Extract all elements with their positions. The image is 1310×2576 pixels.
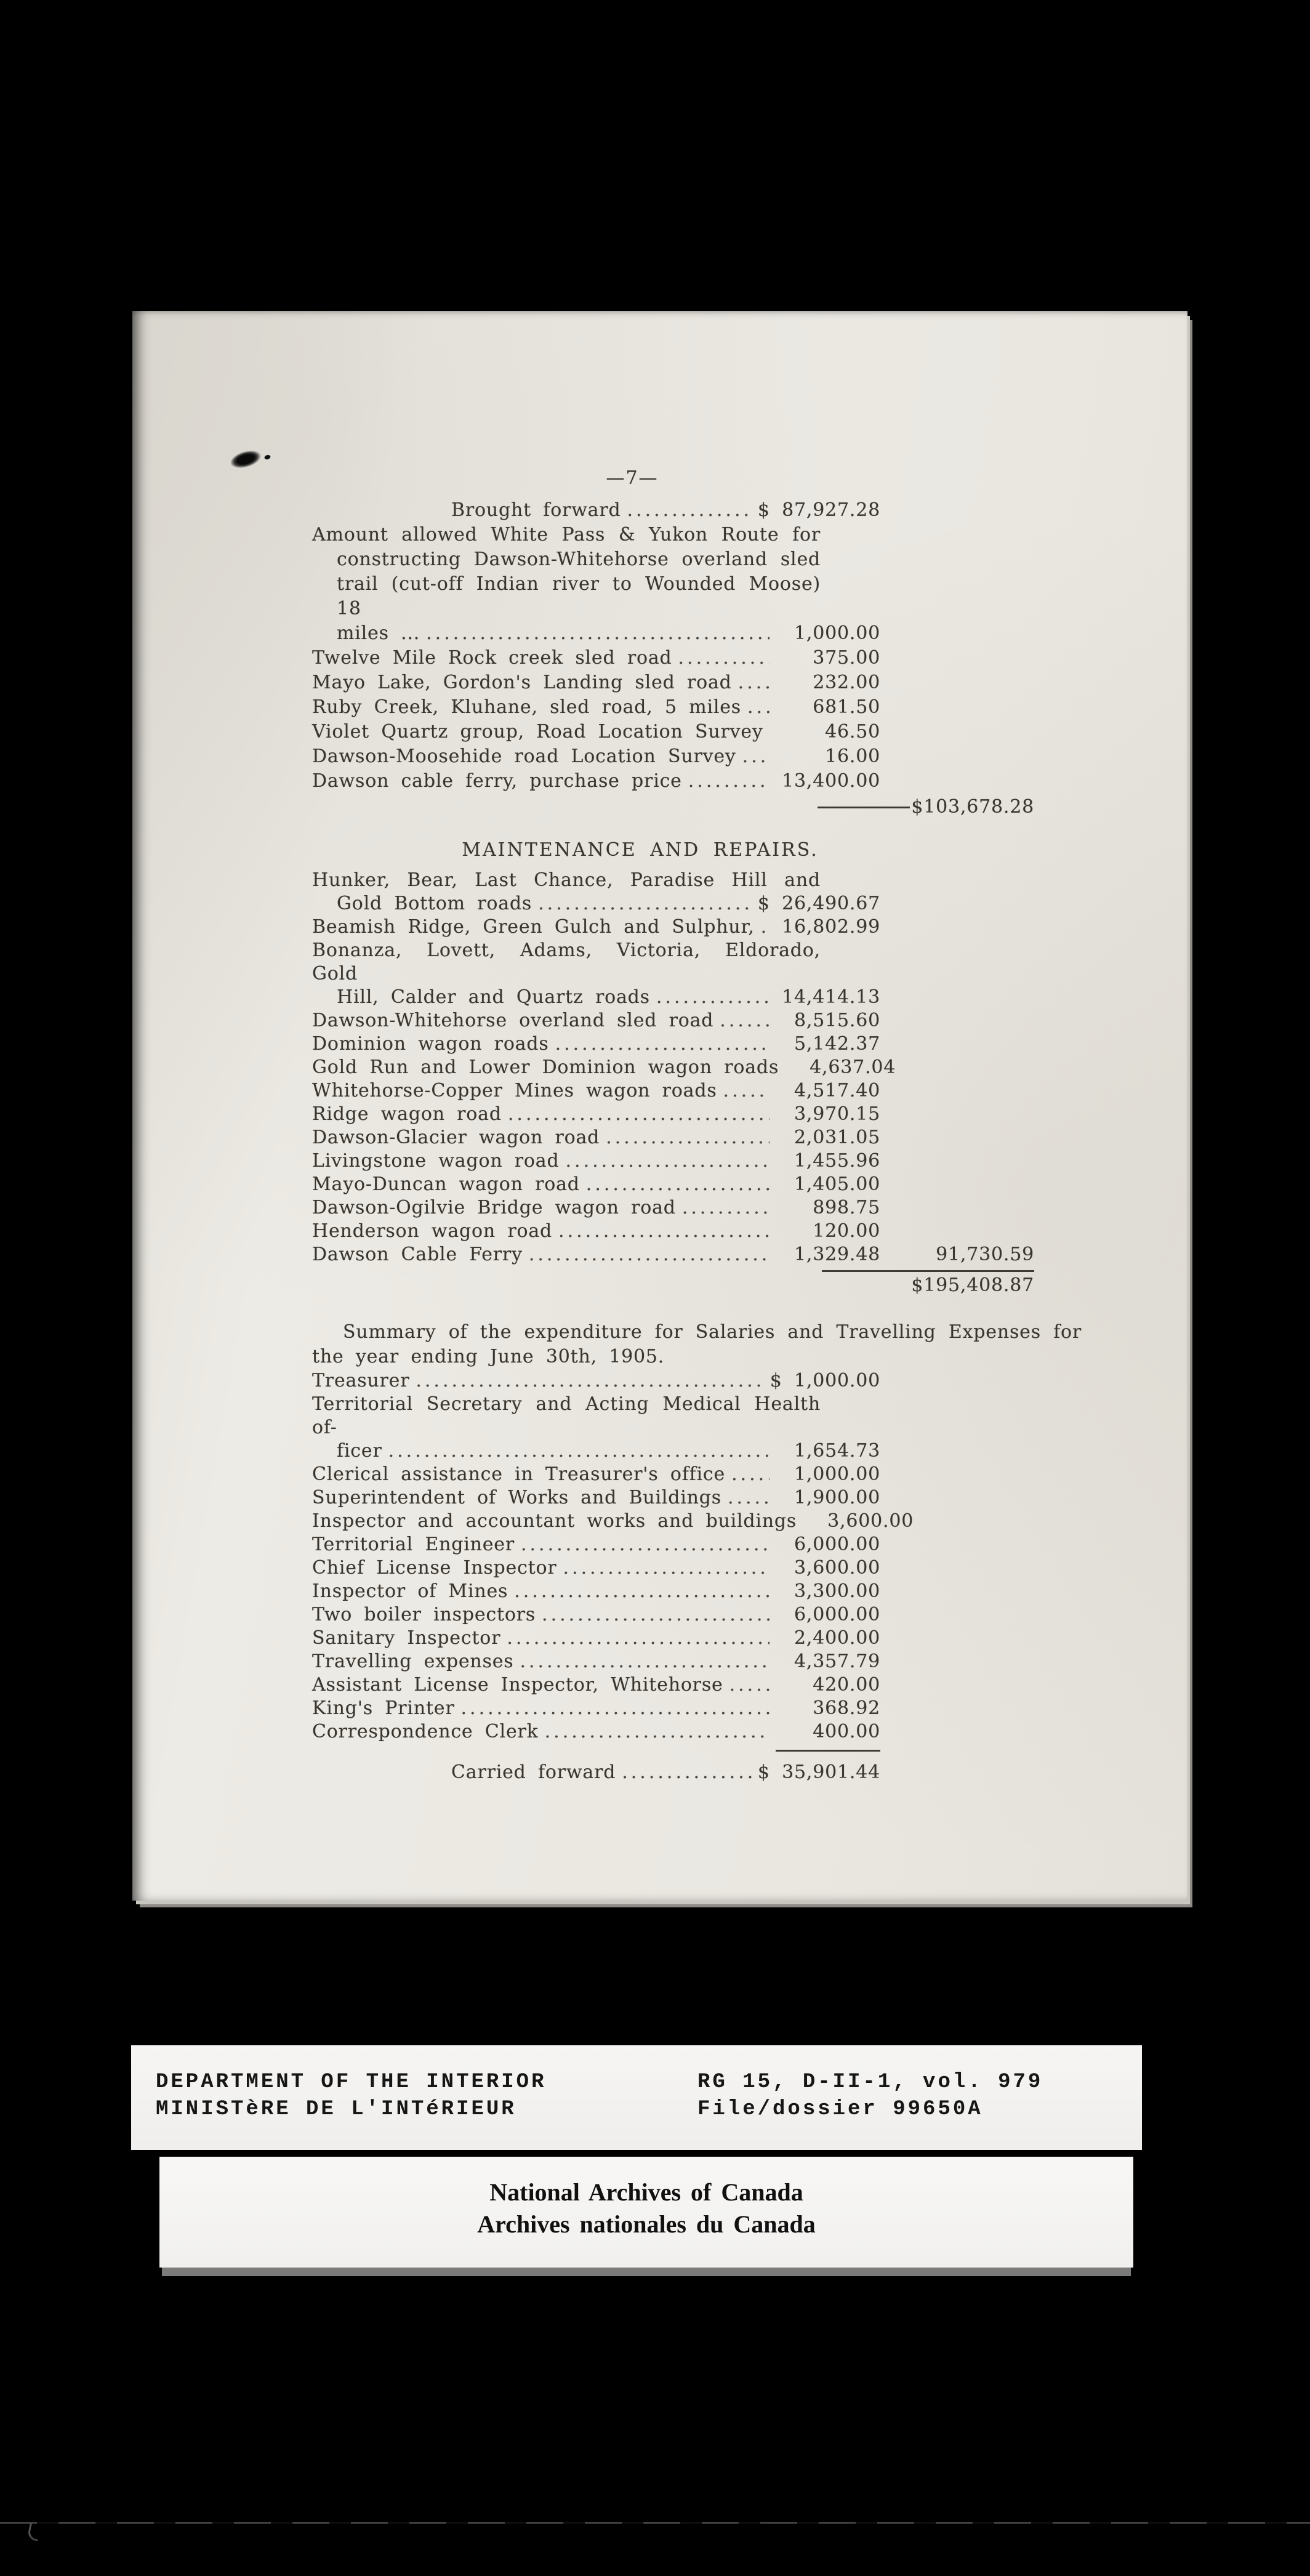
item-line: Bonanza, Lovett, Adams, Victoria, Eldorado, Gold: [312, 940, 821, 984]
row-label: Brought forward: [451, 499, 621, 521]
dot-leader: [529, 1243, 770, 1266]
dot-leader: [507, 1627, 770, 1650]
item-line: Hunker, Bear, Last Chance, Paradise Hill and: [312, 869, 821, 891]
row-label: Mayo Lake, Gordon's Landing sled road: [312, 672, 732, 693]
dot-leader: [586, 1173, 770, 1196]
row-label: Dawson-Moosehide road Location Survey: [312, 746, 736, 767]
row-label: Hill, Calder and Quartz roads: [337, 986, 650, 1008]
summary-intro: [312, 1320, 1082, 1369]
dot-leader: [723, 1079, 770, 1103]
row-amount: 8,515.60: [794, 1010, 880, 1031]
item-line: constructing Dawson-Whitehorse overland sled: [337, 549, 821, 570]
dot-leader: [566, 1149, 770, 1173]
ledger-row: [312, 1510, 1082, 1533]
dot-leader: [720, 1009, 770, 1032]
dot-leader: [682, 1196, 770, 1220]
row-amount: $ 26,490.67: [757, 893, 880, 914]
row-amount: 1,900.00: [794, 1487, 880, 1508]
row-amount: $ 87,927.28: [757, 499, 880, 521]
construction-total-row: [312, 795, 1082, 819]
row-amount: 1,000.00: [794, 1463, 880, 1485]
row-amount: 46.50: [825, 721, 880, 743]
row-amount: 120.00: [813, 1220, 880, 1242]
row-label: Sanitary Inspector: [312, 1627, 501, 1649]
ledger-row: [312, 1580, 1082, 1603]
page-content: [312, 466, 1082, 1785]
row-label: Dawson-Glacier wagon road: [312, 1127, 600, 1148]
row-amount: 1,654.73: [794, 1440, 880, 1462]
dot-leader: [761, 916, 770, 939]
dot-leader: [538, 892, 752, 916]
intro-line: Summary of the expenditure for Salaries and Travelling Expenses for: [343, 1321, 1082, 1343]
row-label: King's Printer: [312, 1697, 455, 1719]
archives-line-fr: Archives nationales du Canada: [477, 2210, 816, 2238]
item-line: Territorial Secretary and Acting Medical Health of-: [312, 1393, 821, 1438]
total-rule: [818, 807, 910, 808]
row-amount: 5,142.37: [794, 1033, 880, 1055]
row-label: Gold Run and Lower Dominion wagon roads: [312, 1057, 779, 1078]
ledger-row: [312, 1009, 1082, 1032]
ledger-row: [312, 769, 1082, 794]
row-label: Gold Bottom roads: [337, 893, 532, 914]
dot-leader: [563, 1556, 770, 1580]
ledger-row: [312, 744, 1082, 769]
scan-artifact-mark: [26, 2523, 41, 2541]
ledger-item: [312, 523, 1082, 646]
ledger-row: [312, 916, 1082, 939]
row-label: Travelling expenses: [312, 1651, 514, 1672]
ledger-row: [312, 1220, 1082, 1243]
department-label: [131, 2069, 697, 2150]
row-label: Dawson-Whitehorse overland sled road: [312, 1010, 714, 1031]
row-label: Inspector of Mines: [312, 1580, 508, 1602]
dot-leader: [514, 1580, 770, 1603]
ledger-row: [312, 1079, 1082, 1103]
row-amount: 375.00: [813, 647, 880, 669]
ledger-row: [312, 1556, 1082, 1580]
row-label: Ridge wagon road: [312, 1103, 502, 1125]
row-amount: $ 35,901.44: [757, 1761, 880, 1783]
row-amount: 6,000.00: [794, 1604, 880, 1625]
row-label: Dominion wagon roads: [312, 1033, 549, 1055]
row-label: Henderson wagon road: [312, 1220, 553, 1242]
dot-leader: [606, 1126, 770, 1149]
ledger-row: [312, 1369, 1082, 1393]
ledger-row: [312, 1697, 1082, 1720]
row-label: Territorial Engineer: [312, 1534, 515, 1555]
ledger-row: [312, 1196, 1082, 1220]
dot-leader: [678, 646, 770, 670]
ledger-row: [312, 720, 1082, 744]
row-label: Chief License Inspector: [312, 1557, 557, 1579]
ledger-row: [312, 1486, 1082, 1510]
ledger-row: [312, 1533, 1082, 1556]
dot-leader: [728, 1486, 770, 1510]
row-label: Correspondence Clerk: [312, 1721, 539, 1742]
row-amount: 2,400.00: [794, 1627, 880, 1649]
ledger-row: [312, 1673, 1082, 1697]
ledger-row: [312, 1650, 1082, 1673]
row-label: Assistant License Inspector, Whitehorse: [312, 1674, 723, 1696]
ledger-row: [312, 1056, 1082, 1079]
row-label: Superintendent of Works and Buildings: [312, 1487, 721, 1508]
dot-leader: [416, 1369, 763, 1393]
row-amount: 681.50: [813, 696, 880, 718]
brought-forward-row: [312, 498, 1082, 523]
row-label: Twelve Mile Rock creek sled road: [312, 647, 672, 669]
ledger-row: [312, 1126, 1082, 1149]
dot-leader: [627, 498, 752, 523]
row-label: Carried forward: [451, 1761, 616, 1783]
ledger-row: [312, 670, 1082, 695]
row-label: ficer: [337, 1440, 382, 1462]
dot-leader: [738, 670, 770, 695]
row-amount: 400.00: [813, 1721, 880, 1742]
section-heading: MAINTENANCE AND REPAIRS.: [462, 839, 819, 861]
row-label: Inspector and accountant works and buildings: [312, 1510, 797, 1532]
row-amount-2: 91,730.59: [936, 1244, 1034, 1265]
dot-leader: [742, 744, 770, 769]
row-amount: 6,000.00: [794, 1534, 880, 1555]
ink-smudge: [228, 447, 263, 471]
row-amount: 3,300.00: [794, 1580, 880, 1602]
row-label: Dawson Cable Ferry: [312, 1244, 523, 1265]
ledger-item: [312, 1393, 1082, 1463]
row-amount: $ 1,000.00: [770, 1370, 880, 1391]
maintenance-table: [312, 869, 1082, 1266]
row-amount: 1,329.48: [794, 1244, 880, 1265]
row-amount: 368.92: [813, 1697, 880, 1719]
row-amount: 3,600.00: [794, 1557, 880, 1579]
row-amount: 13,400.00: [782, 770, 880, 792]
row-amount: 898.75: [813, 1197, 880, 1218]
row-label: Beamish Ridge, Green Gulch and Sulphur,: [312, 916, 755, 938]
maintenance-total-rule: [822, 1270, 1034, 1272]
archives-line-en: National Archives of Canada: [489, 2178, 803, 2206]
record-group-line: RG 15, D-II-1, vol. 979: [697, 2071, 1043, 2094]
row-amount: 1,000.00: [794, 622, 880, 644]
dot-leader: [688, 769, 770, 794]
row-amount: 420.00: [813, 1674, 880, 1696]
ledger-row: [312, 1173, 1082, 1196]
file-dossier-line: File/dossier 99650A: [697, 2098, 983, 2121]
department-line-en: DEPARTMENT OF THE INTERIOR: [156, 2071, 547, 2094]
row-label: Dawson-Ogilvie Bridge wagon road: [312, 1197, 676, 1218]
ledger-row: [312, 1463, 1082, 1486]
grand-total: $195,408.87: [911, 1274, 1034, 1296]
dot-leader: [545, 1720, 770, 1744]
ledger-item: [312, 939, 1082, 1009]
row-amount: 2,031.05: [794, 1127, 880, 1148]
dot-leader: [558, 1220, 770, 1243]
dot-leader: [555, 1032, 770, 1056]
ledger-row: [312, 1243, 1082, 1266]
reference-label: [697, 2069, 1043, 2150]
dot-leader: [729, 1673, 770, 1697]
row-label: Two boiler inspectors: [312, 1604, 536, 1625]
archival-reference-strip: [131, 2045, 1142, 2150]
row-amount: 16.00: [825, 746, 880, 767]
department-line-fr: MINISTèRE DE L'INTéRIEUR: [156, 2098, 516, 2121]
dot-leader: [747, 695, 770, 720]
row-amount: 232.00: [813, 672, 880, 693]
ledger-row: [312, 1103, 1082, 1126]
ledger-row: [312, 695, 1082, 720]
carried-forward-rule: [776, 1750, 880, 1752]
row-label: Mayo-Duncan wagon road: [312, 1173, 580, 1195]
dot-leader: [388, 1439, 770, 1463]
row-amount: 4,357.79: [794, 1651, 880, 1672]
row-amount: 4,517.40: [794, 1080, 880, 1101]
row-amount: 3,600.00: [827, 1510, 914, 1532]
page-number: —7—: [606, 467, 659, 489]
ledger-item: [312, 869, 1082, 916]
item-line: Amount allowed White Pass & Yukon Route for: [312, 524, 821, 545]
ledger-row: [312, 646, 1082, 670]
dot-leader: [521, 1533, 770, 1556]
row-label: Clerical assistance in Treasurer's office: [312, 1463, 726, 1485]
row-label: Ruby Creek, Kluhane, sled road, 5 miles: [312, 696, 741, 718]
scan-artifact-line: [0, 2522, 1310, 2524]
dot-leader: [461, 1697, 770, 1720]
row-label: miles ...: [337, 622, 420, 644]
ledger-row: [312, 1720, 1082, 1744]
row-amount: 1,405.00: [794, 1173, 880, 1195]
item-line: trail (cut-off Indian river to Wounded Moose) 18: [337, 573, 821, 619]
row-amount: 1,455.96: [794, 1150, 880, 1172]
summary-table: [312, 1369, 1082, 1744]
construction-total: $103,678.28: [911, 796, 1034, 818]
row-amount: 16,802.99: [782, 916, 880, 938]
ledger-row: [312, 1149, 1082, 1173]
document-page: [132, 311, 1187, 1901]
dot-leader: [426, 621, 770, 646]
row-label: Livingstone wagon road: [312, 1150, 560, 1172]
grand-total-row: [312, 1273, 1082, 1298]
row-label: Dawson cable ferry, purchase price: [312, 770, 682, 792]
row-label: Whitehorse-Copper Mines wagon roads: [312, 1080, 717, 1101]
intro-line: the year ending June 30th, 1905.: [312, 1346, 665, 1367]
row-amount: 3,970.15: [794, 1103, 880, 1125]
row-amount: 4,637.04: [810, 1057, 896, 1078]
row-amount: 14,414.13: [782, 986, 880, 1008]
national-archives-strip: [159, 2157, 1133, 2268]
ledger-row: [312, 1603, 1082, 1627]
dot-leader: [622, 1760, 752, 1785]
dot-leader: [656, 986, 770, 1009]
carried-forward-row: [312, 1760, 1082, 1785]
dot-leader: [508, 1103, 770, 1126]
ledger-row: [312, 1032, 1082, 1056]
row-label: Treasurer: [312, 1370, 410, 1391]
row-label: Violet Quartz group, Road Location Survey: [312, 721, 763, 743]
dot-leader: [731, 1463, 770, 1486]
ledger-row: [312, 1627, 1082, 1650]
dot-leader: [520, 1650, 770, 1673]
dot-leader: [542, 1603, 770, 1627]
